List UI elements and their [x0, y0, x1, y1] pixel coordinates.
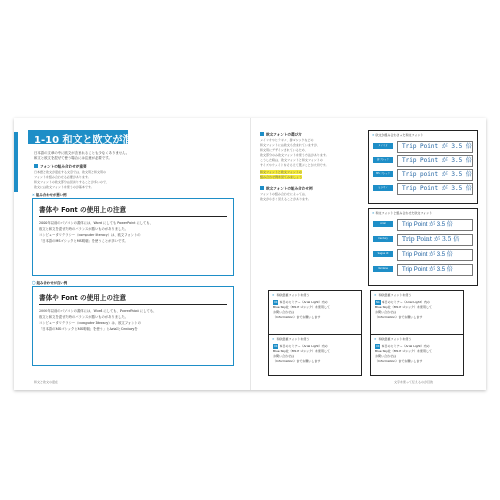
- highlighted-line: [260, 175, 302, 180]
- mockup-line: 欧文と和文を混ぜた時のバランスが悪いものがありました。: [39, 227, 128, 231]
- font-sample-row: [373, 234, 473, 244]
- font-sample: Trip Point が 3.5 倍: [397, 234, 473, 246]
- x-mark-icon: ✕: [374, 293, 377, 297]
- mockup-body: [33, 305, 233, 335]
- left-footer: 和文と欧文の混在: [34, 380, 59, 384]
- mockup-line: 2000年以前のパソコンの書体には、Word にしても、PowerPoint にしても、: [39, 309, 157, 313]
- tip-heading: 欧文フォントの組み合わせ例: [260, 186, 313, 192]
- tip-line: 欧文が小さく見えることがあります。: [260, 197, 311, 201]
- font-sample: Trip point が 3.5 倍: [397, 169, 473, 181]
- font-sample-row: [373, 249, 473, 259]
- mini-panel-heading: [269, 291, 361, 299]
- mini-line: Blue Sky社（MS P ゴシック）を使用して: [375, 349, 433, 353]
- mini-line: お問い合わせは: [375, 310, 397, 314]
- mini-line: Blue Sky社（MS P ゴシック）を使用して: [273, 305, 331, 309]
- circle-mark-icon: 〇: [32, 281, 37, 285]
- page-edge-bar: [14, 132, 18, 192]
- font-sample: Trip Point が 3.5 倍: [397, 141, 473, 153]
- good-example-mockup: [32, 286, 234, 366]
- highlight-text: 和文フォントと欧文フォントの: [260, 170, 302, 174]
- panel-heading: [369, 209, 477, 217]
- font-sample: Trip Point が 3.5 倍: [397, 264, 473, 276]
- mockup-line: コンピュータリテラシー（computer literacy）は、欧文フォントの: [39, 321, 142, 325]
- font-sample: Trip Point が 3.5 倍: [397, 249, 473, 261]
- font-tag: MS ゴシック: [373, 171, 393, 177]
- x-mark-icon: ✕: [272, 293, 275, 297]
- panel-heading-text: 和文フォントと組み合わせた欧文フォント: [375, 211, 433, 215]
- font-sample-panel-1: [368, 130, 478, 204]
- font-sample-row: [373, 155, 473, 165]
- font-tag: メイリオ: [373, 143, 393, 149]
- mini-line: Blue Sky社（MS P ゴシック）を使用して: [375, 305, 433, 309]
- mini-panel-body: [269, 299, 361, 321]
- mini-line-text: 本日のセミナー（Arial Light）内の: [381, 344, 430, 348]
- bad-example-label: 組み合わせが悪い例: [36, 193, 67, 197]
- right-text-line: こうした時は、欧文フォントと和文フォントの: [260, 158, 323, 162]
- right-text-line: 欧文部分のみ欧文フォントを使う方法があります。: [260, 153, 329, 157]
- right-text-line: メイリオやヒラギノ、游ゴシックなどの: [260, 138, 314, 142]
- font-sample-row: [373, 264, 473, 274]
- font-tag: ヒラギノ: [373, 185, 393, 191]
- font-sample-row: [373, 169, 473, 179]
- section-title: 1-10 和文と欧文が混ざる文章: [34, 135, 173, 146]
- mini-heading-text: 和欧混植フォントを使う: [378, 337, 412, 341]
- mini-line: お問い合わせは: [273, 354, 295, 358]
- bad-example-mockup: [32, 198, 234, 276]
- book-spread: [14, 118, 486, 390]
- lead-line-1: 日本語の文章の中に欧文が含まれることも少なくありません。: [34, 151, 130, 155]
- right-text-line: 和文フォントには欧文も含まれていますが、: [260, 143, 320, 147]
- mini-heading-text: 和欧混植フォントを使う: [276, 337, 310, 341]
- mini-line: （Information）までお願いします: [375, 315, 423, 319]
- mini-line-text: 本日のセミナー（Arial Light）内の: [381, 300, 430, 304]
- mockup-heading: 書体や Font の使用上の注意: [39, 206, 127, 214]
- bad-example-badge: [32, 192, 67, 197]
- mini-line: Blue Sky社（MS P ゴシック）を使用して: [273, 349, 331, 353]
- font-tag: Century: [373, 236, 393, 242]
- section-heading-font-combo: フォントの組み合わせが重要: [34, 164, 87, 170]
- body-line: 日本語と欧文が混在する文章では、欧文用と和文用の: [34, 170, 107, 174]
- mockup-line: コンピュータリテラシー（computer literacy）は、欧文フォントの: [39, 233, 141, 237]
- mini-example-panel: [370, 334, 464, 376]
- mini-example-panel: [268, 334, 362, 376]
- font-tag: Arial: [373, 221, 393, 227]
- font-tag: Segoe UI: [373, 251, 393, 257]
- mockup-line: 「日本語のMSゴシックとMS明朝」を使う」とArialとCenturyを: [39, 327, 138, 331]
- body-line: フォントを組み合わせる必要があります。: [34, 175, 91, 179]
- chip-badge: OK: [376, 345, 380, 348]
- chip-badge: NG: [376, 301, 380, 304]
- font-sample: Trip Point が 3.5 倍: [397, 183, 473, 195]
- mini-panel-body: [269, 343, 361, 365]
- right-footer: 文字を使って伝えるのが目的: [394, 380, 434, 384]
- panel-heading-text: 欧文が組み合わさった和文フォント: [375, 133, 424, 137]
- x-mark-icon: ✕: [32, 193, 37, 197]
- font-tag: Verdana: [373, 266, 393, 272]
- mockup-line: 2000年以前のパソコンの書体には、Word にしても PowerPoint にしても、: [39, 221, 153, 225]
- chip-badge: OK: [274, 345, 278, 348]
- right-text-line: 和文用にデザインされているため、: [260, 148, 308, 152]
- mini-heading-text: 和欧混植フォントを使う: [378, 293, 412, 297]
- mini-line-text: 本日のセミナー（Arial Light）内の: [279, 344, 328, 348]
- mini-line: （Information）までお願いします: [375, 359, 423, 363]
- mini-line: お問い合わせは: [375, 354, 397, 358]
- body-line: 欧文には欧文フォントを使うのが基本です。: [34, 185, 94, 189]
- font-sample-row: [373, 141, 473, 151]
- font-sample-row: [373, 183, 473, 193]
- font-tag: 游ゴシック: [373, 157, 393, 163]
- font-sample-row: [373, 219, 473, 229]
- font-sample: Trip Point が 3.5 倍: [397, 155, 473, 167]
- good-example-label: 組み合わせが良い例: [36, 281, 68, 285]
- page-gutter: [250, 118, 251, 390]
- panel-heading: [369, 131, 477, 139]
- mini-panel-body: [371, 299, 463, 321]
- mini-line: （Information）までお願いします: [273, 359, 321, 363]
- highlighted-line: [260, 170, 302, 175]
- font-sample-panel-2: [368, 208, 478, 286]
- x-mark-icon: ✕: [372, 133, 376, 137]
- x-mark-icon: ✕: [374, 337, 377, 341]
- x-mark-icon: ✕: [372, 211, 376, 215]
- mini-heading-text: 和欧混植フォントを使う: [276, 293, 310, 297]
- good-example-badge: [32, 280, 67, 285]
- mini-panel-heading: [371, 335, 463, 343]
- mockup-body: [33, 217, 233, 247]
- mini-line-text: 本日のセミナー（Arial Light）内の: [279, 300, 328, 304]
- right-section-heading: 欧文フォントの選び方: [260, 132, 302, 138]
- mockup-heading: 書体や Font の使用上の注意: [39, 294, 127, 302]
- highlight-text: 組み合わせ例を見てみましょう: [260, 175, 303, 179]
- mockup-line: 「日本語のMSゴシックとMS明朝」を使うことが多いです。: [39, 239, 128, 243]
- chip-badge: OK: [274, 301, 278, 304]
- mini-panel-heading: [371, 291, 463, 299]
- mini-panel-body: [371, 343, 463, 365]
- tip-line: フォントの組み合わせによっては、: [260, 192, 308, 196]
- lead-line-2: 和文と欧文を混ぜて使う場合には注意が必要です。: [34, 156, 112, 160]
- right-text-line: サイズやウェイトをそろえて選ぶことが大切です。: [260, 163, 329, 167]
- mini-line: お問い合わせは: [273, 310, 295, 314]
- x-mark-icon: ✕: [272, 337, 275, 341]
- font-sample: Trip Point が 3.5 倍: [397, 219, 473, 231]
- mini-line: （Information）までお願いします: [273, 315, 321, 319]
- mini-panel-heading: [269, 335, 361, 343]
- mockup-line: 欧文と和文を混ぜた時のバランスが悪いものがありました。: [39, 315, 128, 319]
- body-line: 和文フォントの欧文部分は見劣りすることが多いので、: [34, 180, 109, 184]
